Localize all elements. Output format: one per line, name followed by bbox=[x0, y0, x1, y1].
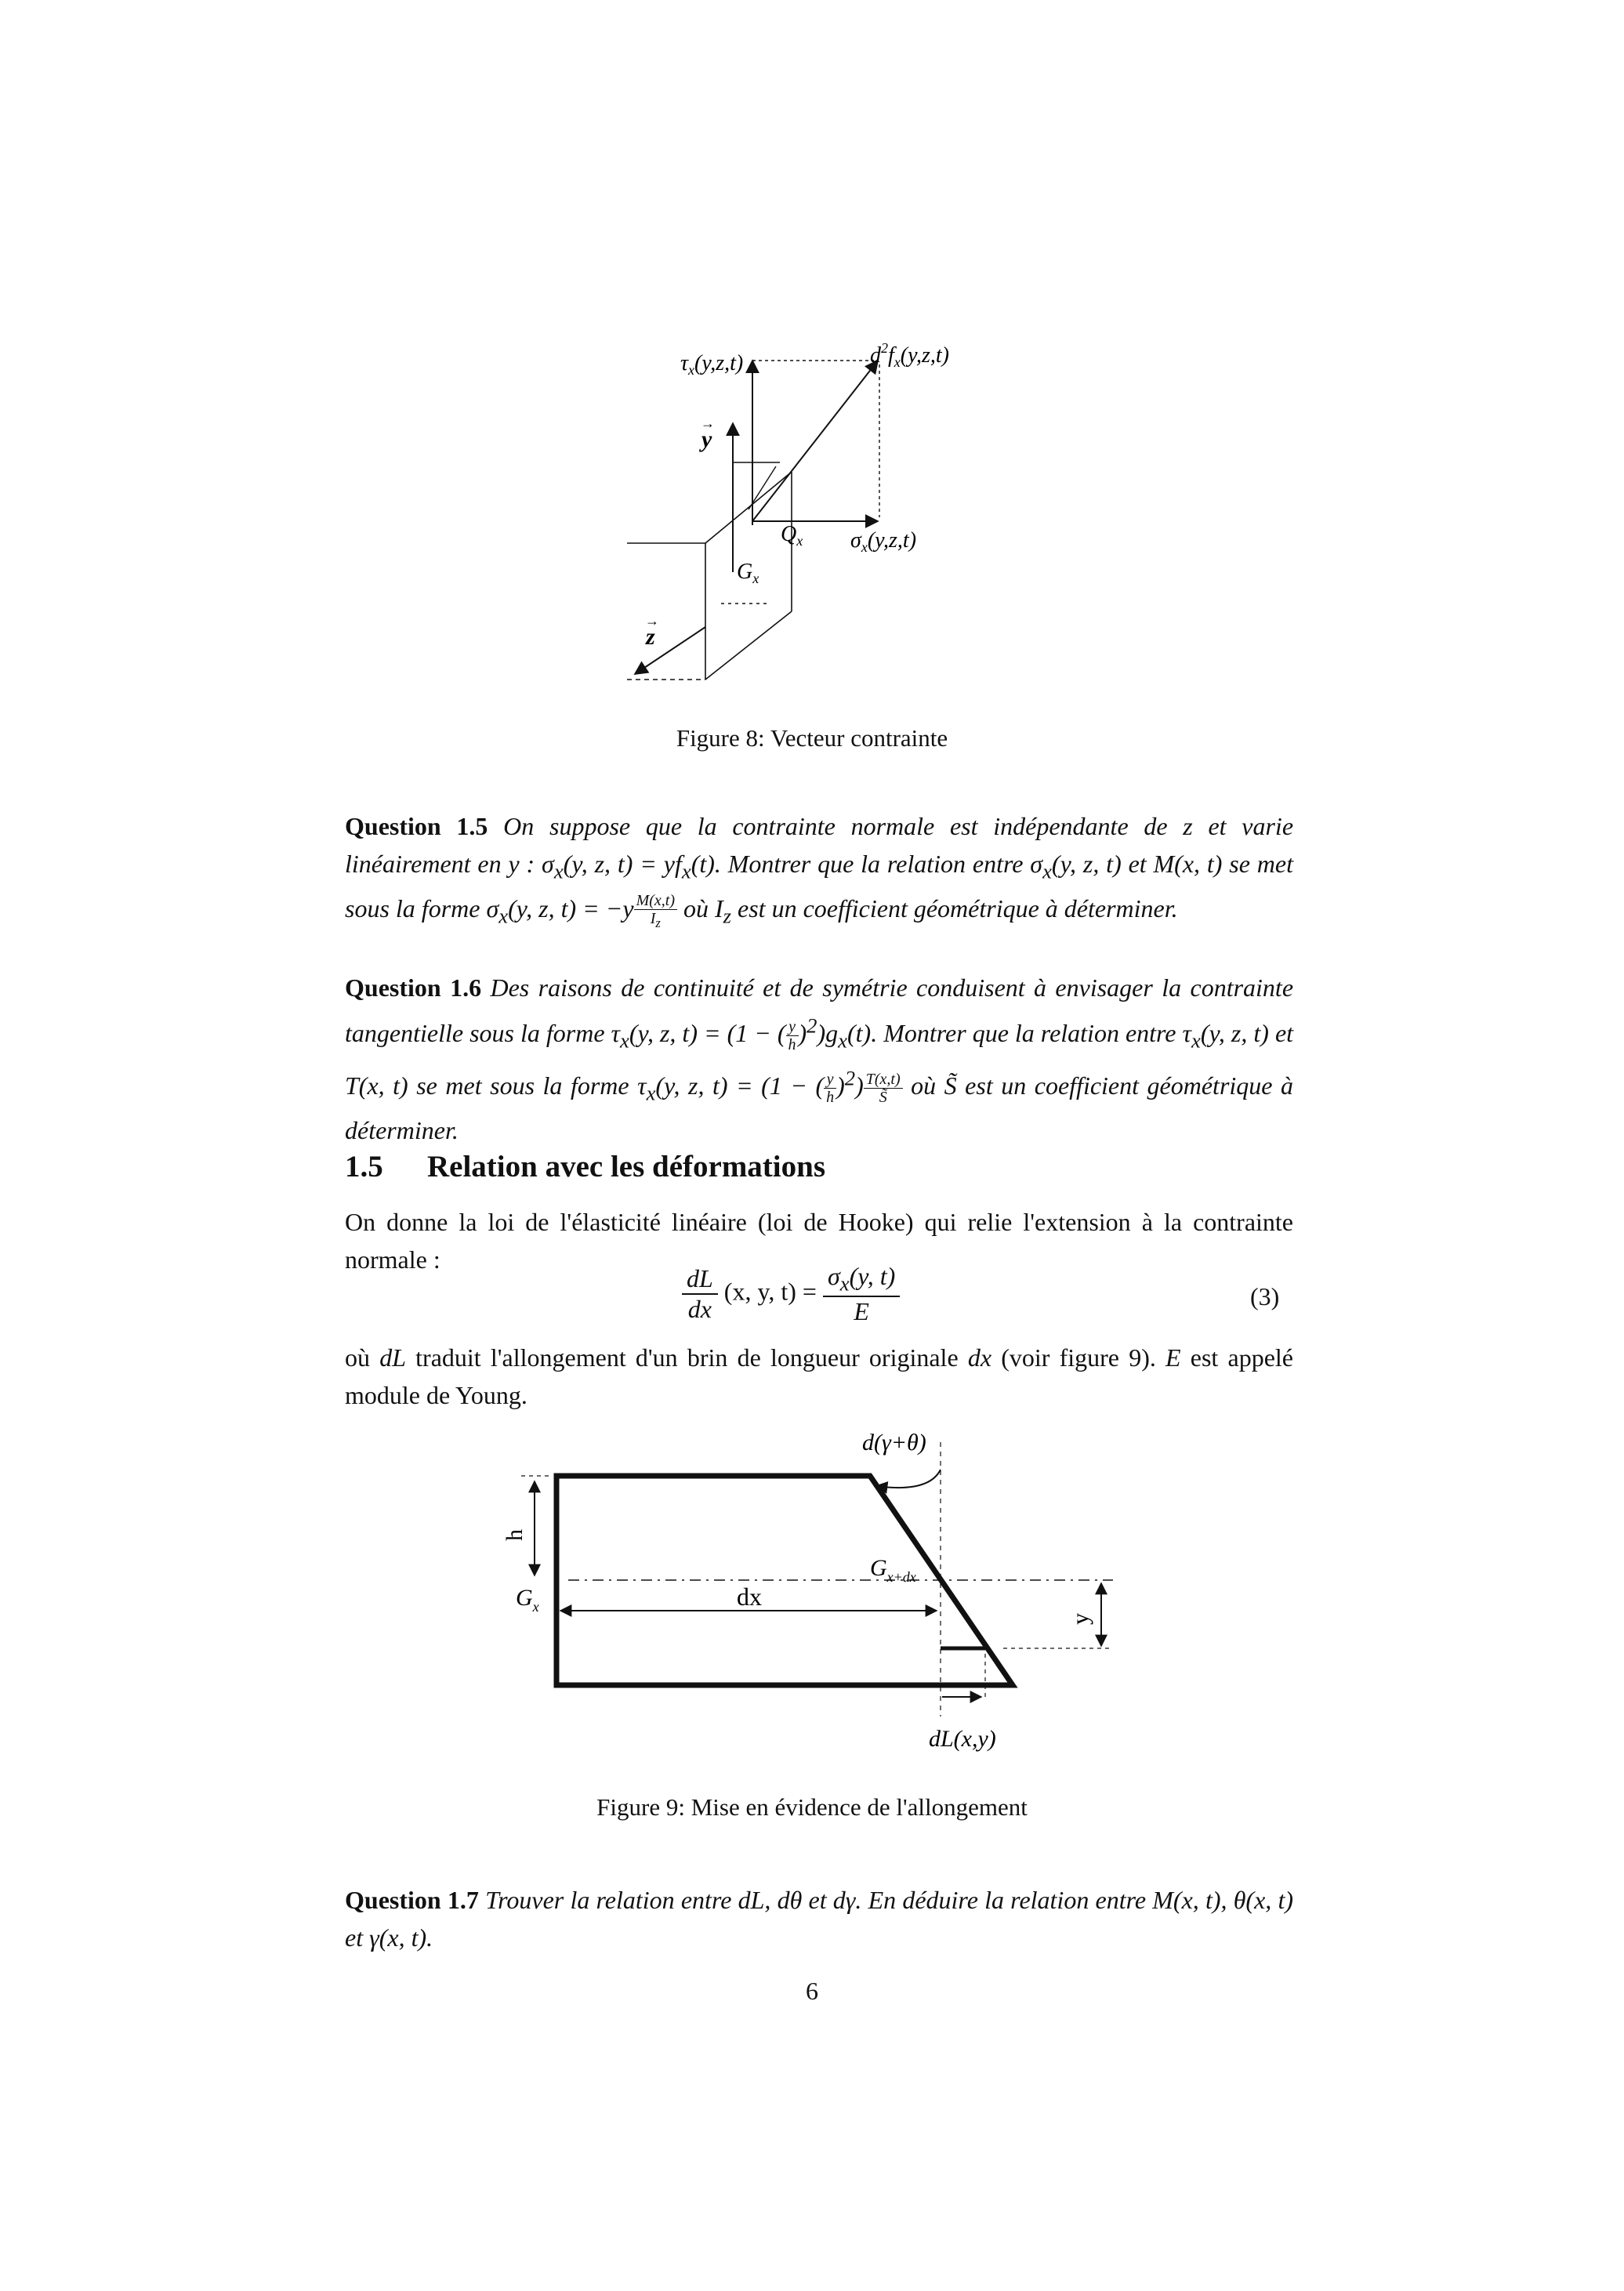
d2f-label: $d^2f_x(y,z,t)$ bbox=[870, 340, 949, 370]
figure-9-caption: Figure 9: Mise en évidence de l'allongement bbox=[596, 1793, 1028, 1821]
equation-3-label: (3) bbox=[1250, 1282, 1280, 1310]
y-axis-vec: → bbox=[701, 415, 715, 431]
sigma-label: $\sigma_x(y,z,t)$ bbox=[850, 528, 917, 555]
question-1-5: Question 1.5 On suppose que la contrainte normale est indépendante de z et varie linéairement en y : $\sigma_x(y$, z, $t) = yf_x(t)$. Montrer que la relation entre $\sigma_x(y$, z, t) et M(x, t) se met sous la forme $\sigma_x(y$, z, t) = −y $\frac{M(x,t)}{I_z}$ où $I_z$ est un coefficient géométrique à déterminer. bbox=[345, 812, 1294, 930]
figure-8 bbox=[611, 329, 1050, 705]
body-paragraph-2: où dL traduit l'allongement d'un brin de longueur originale dx (voir figure 9). E est appelé module de Young. bbox=[345, 1343, 1294, 1409]
y-axis-label: y bbox=[701, 426, 712, 452]
y-label: y bbox=[1068, 1613, 1093, 1625]
d2f-arrow bbox=[752, 361, 878, 521]
h-label: h bbox=[502, 1529, 527, 1541]
figure-9 bbox=[502, 1426, 1129, 1771]
body-paragraph-1: On donne la loi de l'élasticité linéaire (loi de Hooke) qui relie l'extension à la contrainte normale : bbox=[345, 1208, 1293, 1274]
dtheta-label: d(γ+θ) bbox=[862, 1430, 926, 1455]
question-1-6-head: Question 1.6 bbox=[345, 973, 482, 1002]
gdx-label: $G_{x+dx}$ bbox=[870, 1555, 916, 1585]
tau-label: $\tau_x(y,z,t)$ bbox=[680, 351, 744, 378]
page-number: 6 bbox=[806, 1977, 818, 2005]
q-label: $Q_x$ bbox=[781, 522, 803, 549]
section-heading bbox=[345, 1149, 825, 1184]
question-1-5-head: Question 1.5 bbox=[345, 812, 488, 840]
question-1-7: Question 1.7 Trouver la relation entre dL, dθ et dγ. En déduire la relation entre M(x, t), θ(x, t) et γ(x, t). bbox=[345, 1886, 1294, 1952]
rotation-arc bbox=[876, 1470, 941, 1488]
dx-label: dx bbox=[737, 1582, 762, 1611]
equation-3: $\frac{dL}{dx}$ (x, y, t) = $\frac{\sigma_x(y, t)}{E}$ bbox=[682, 1262, 900, 1326]
figure-8-caption: Figure 8: Vecteur contrainte bbox=[676, 724, 948, 752]
question-1-7-head: Question 1.7 bbox=[345, 1886, 479, 1914]
g-label: $G_x$ bbox=[516, 1585, 539, 1615]
z-axis-label: z bbox=[646, 624, 655, 650]
question-1-6: Question 1.6 Des raisons de continuité et de symétrie conduisent à envisager la contrainte tangentielle sous la forme $\tau_x(y$, z, t) = (1 − ( $\frac{y}{h}$ )$^2)g_x(t)$. Montrer que la relation entre $\tau_x(y$, z, t) et T(x, t) se met sous la forme $\tau_x(y$, z, t) = (1 − ( $\frac{y}{h}$ )$^2$) $\frac{T(x,t)}{S̃}$ où S̃ est un coefficient géométrique à déterminer. bbox=[345, 973, 1294, 1145]
section-title: Relation avec les déformations bbox=[427, 1150, 825, 1184]
dl-label: dL(x,y) bbox=[929, 1726, 996, 1752]
section-number: 1.5 bbox=[345, 1150, 383, 1184]
g-label: $G_x$ bbox=[737, 560, 759, 586]
z-axis-vec: → bbox=[645, 613, 659, 629]
